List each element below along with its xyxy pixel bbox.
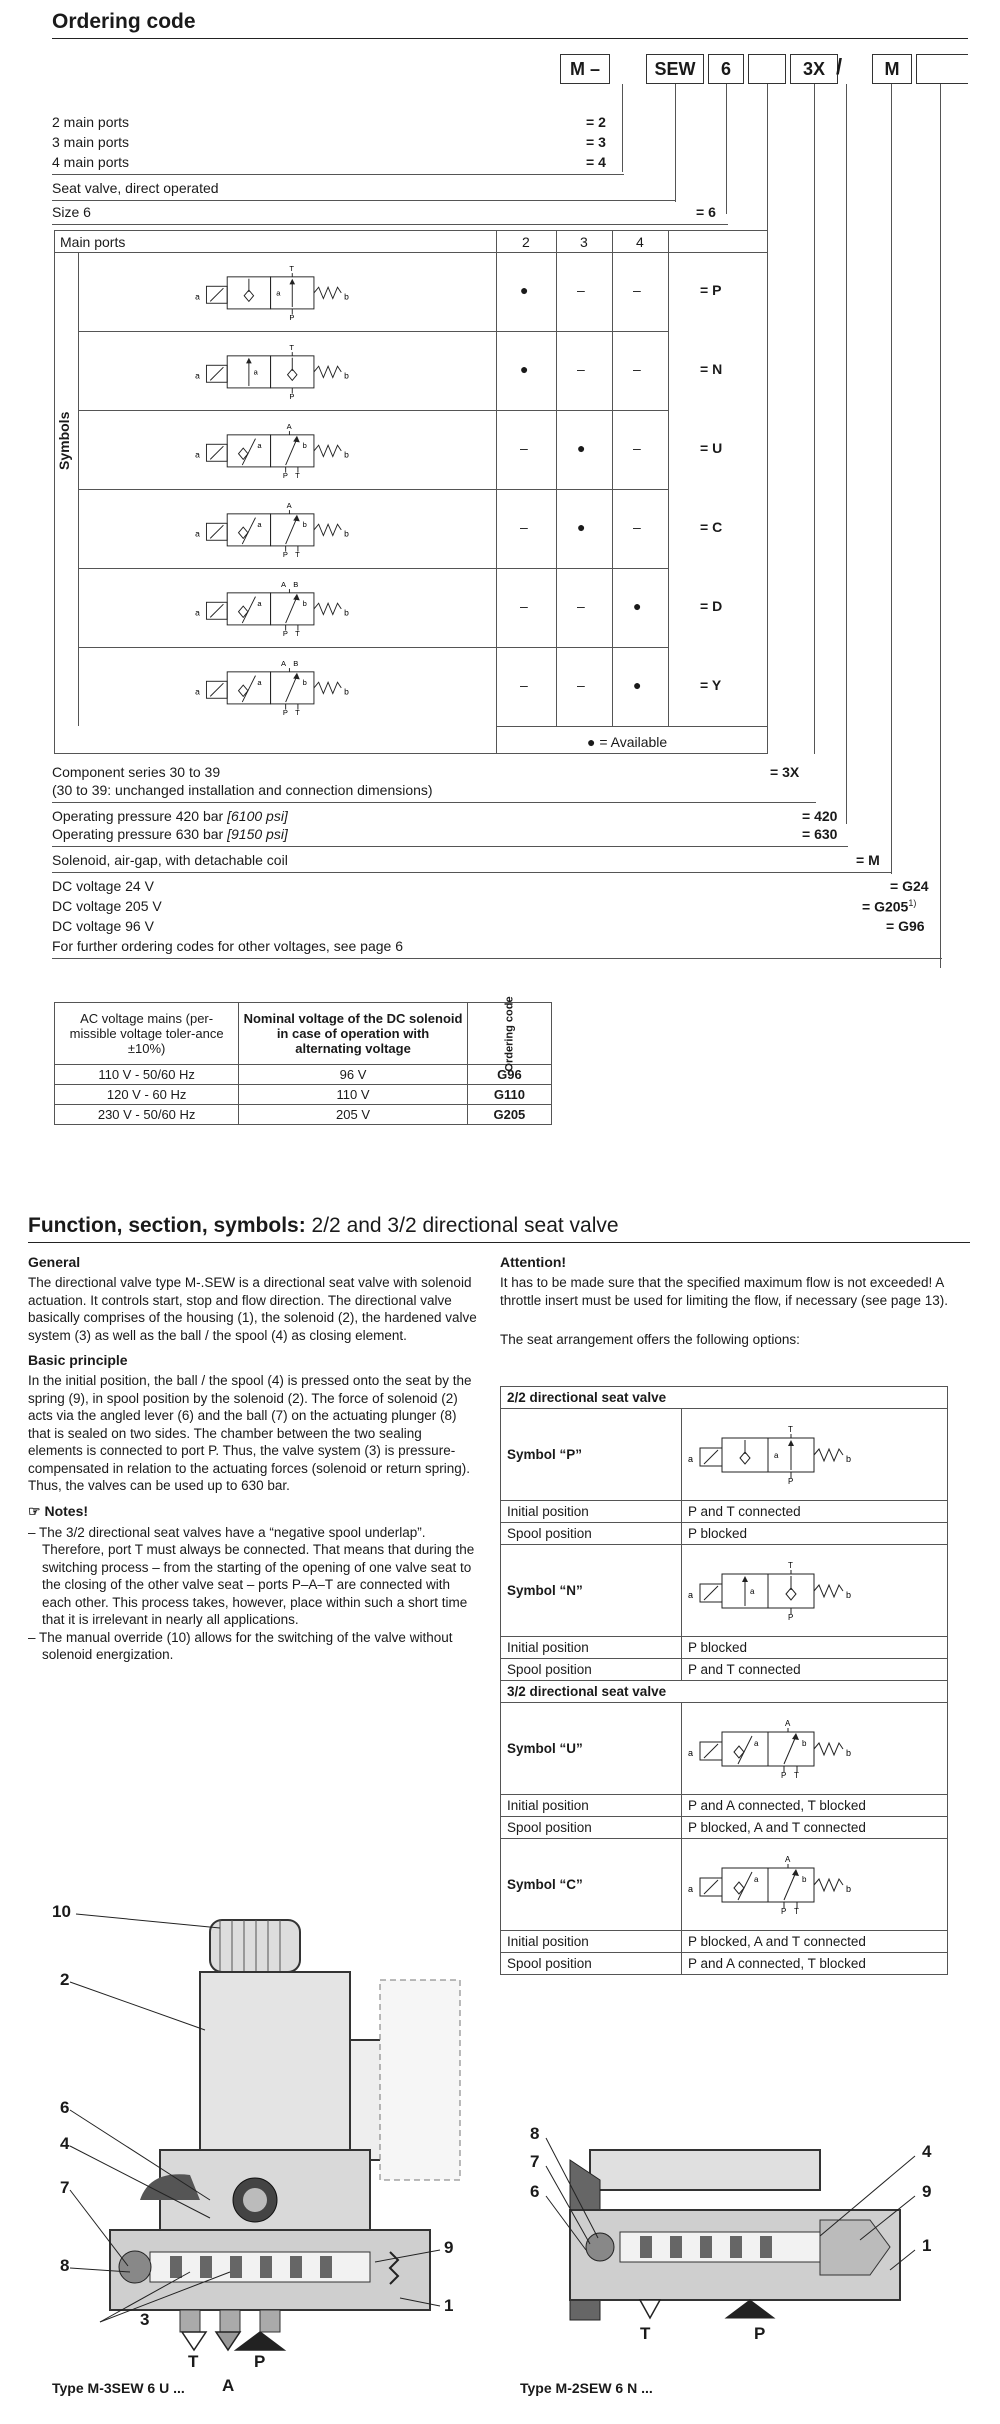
symbol-code: = C: [700, 519, 723, 535]
availability-mark: –: [577, 361, 585, 377]
option-3-ports: 3 main ports: [52, 134, 130, 150]
code-box-6: 6: [708, 54, 744, 84]
symbol-code: = Y: [700, 677, 722, 693]
rule: [52, 802, 816, 803]
svg-text:a: a: [754, 1739, 759, 1748]
valve-symbol-icon: [190, 258, 370, 324]
svg-text:A: A: [280, 659, 286, 669]
svg-text:P: P: [289, 392, 295, 402]
pressure-420-code: = 420: [802, 808, 838, 824]
component-series: Component series 30 to 39: [52, 764, 221, 780]
symbol-u-diagram: [190, 416, 370, 487]
row-rule: [78, 489, 668, 490]
svg-text:T: T: [289, 264, 295, 274]
note-item: – The manual override (10) allows for the switching of the valve without solenoid energization.: [28, 1629, 453, 1662]
component-series-note: (30 to 39: unchanged installation and connection dimensions): [52, 782, 433, 798]
code-box-solenoid: M: [872, 54, 912, 84]
voltage-205: DC voltage 205 V: [52, 898, 162, 914]
symbol-u-label: Symbol “U”: [501, 1703, 682, 1795]
svg-text:b: b: [302, 599, 307, 609]
port-t-marker: [640, 2300, 660, 2318]
symbol-n-diagram: [190, 337, 370, 408]
svg-text:b: b: [846, 1748, 852, 1758]
row-value: P and T connected: [682, 1659, 948, 1681]
availability-mark: –: [520, 677, 528, 693]
code-box-sew: SEW: [646, 54, 704, 84]
symbol-code: = P: [700, 282, 722, 298]
rule: [668, 230, 669, 726]
option-2-ports: 2 main ports: [52, 114, 130, 130]
ac-cell: 110 V - 50/60 Hz: [55, 1065, 239, 1085]
callout-7: 7: [60, 2178, 70, 2197]
svg-text:a: a: [195, 686, 200, 697]
callout-3: 3: [140, 2310, 150, 2329]
svg-text:b: b: [802, 1739, 807, 1748]
title-rule: [52, 38, 968, 39]
svg-text:a: a: [195, 449, 200, 460]
valve-symbol-icon: [688, 1848, 868, 1918]
svg-text:A: A: [280, 580, 286, 590]
valve-symbol-icon: [190, 574, 370, 640]
option-2-code: = 2: [586, 114, 606, 130]
leader-solenoid: [891, 84, 892, 874]
leader-ports: [622, 84, 623, 172]
symbol-n-label: Symbol “N”: [501, 1545, 682, 1637]
ac-header-mains: AC voltage mains (per-missible voltage toler-ance ±10%): [55, 1003, 239, 1065]
rule: [496, 726, 768, 727]
svg-text:P: P: [282, 708, 288, 718]
leader-voltage: [940, 84, 941, 968]
availability-mark: –: [633, 519, 641, 535]
svg-text:T: T: [788, 1561, 793, 1570]
right-column: [500, 1254, 948, 1349]
svg-text:b: b: [846, 1454, 852, 1464]
port-label-a: A: [222, 2376, 235, 2395]
svg-text:b: b: [344, 291, 349, 302]
ac-cell: 230 V - 50/60 Hz: [55, 1105, 239, 1125]
svg-text:b: b: [344, 449, 349, 460]
voltage-24: DC voltage 24 V: [52, 878, 154, 894]
leader-pressure: [846, 84, 847, 824]
port-a-marker: [216, 2332, 240, 2350]
valve-symbol-icon: [688, 1712, 868, 1782]
solenoid-code: = M: [856, 852, 880, 868]
svg-text:a: a: [257, 441, 262, 451]
svg-text:b: b: [302, 678, 307, 688]
availability-mark: –: [520, 519, 528, 535]
svg-text:P: P: [282, 629, 288, 639]
ac-cell: 120 V - 60 Hz: [55, 1085, 239, 1105]
svg-text:a: a: [257, 520, 262, 530]
svg-text:b: b: [344, 528, 349, 539]
svg-text:a: a: [688, 1748, 694, 1758]
svg-text:b: b: [846, 1884, 852, 1894]
callout-8: 8: [60, 2256, 70, 2275]
option-seat-valve: Seat valve, direct operated: [52, 180, 219, 196]
general-text: The directional valve type M-.SEW is a directional seat valve with solenoid actuation. It controls start, stop and flow direction. The directional valve basically comprises of the housing (1), the solenoid (2), the hardened valve system (3) as well as the ball / the spool (4) as closing element.: [28, 1275, 477, 1343]
solenoid-coil: [200, 1972, 350, 2172]
row-label: Spool position: [501, 1953, 682, 1975]
code-box-empty: [748, 54, 786, 84]
attention-heading: Attention!: [500, 1254, 567, 1270]
code-box-3x: 3X: [790, 54, 838, 84]
port-label-p: P: [754, 2324, 766, 2343]
ordering-title: Ordering code: [52, 10, 196, 33]
ac-voltage-table: [54, 995, 552, 1125]
svg-text:T: T: [788, 1425, 793, 1434]
callout-1: 1: [922, 2236, 932, 2255]
svg-text:A: A: [785, 1719, 791, 1728]
ac-header-nominal: Nominal voltage of the DC solenoid in case of operation with alternating voltage: [239, 1003, 468, 1065]
svg-text:b: b: [302, 520, 307, 530]
component-series-code: = 3X: [770, 764, 800, 780]
svg-text:a: a: [195, 528, 200, 539]
svg-text:T: T: [295, 629, 300, 639]
svg-text:a: a: [688, 1884, 694, 1894]
row-label: Initial position: [501, 1931, 682, 1953]
ac-cell: 205 V: [239, 1105, 468, 1125]
seat-arrangement-table: [500, 1386, 948, 1975]
attention-text: It has to be made sure that the specified maximum flow is not exceeded! A throttle insert must be used for limiting the flow, if necessary (see page 13).: [500, 1275, 948, 1308]
rule: [52, 846, 848, 847]
svg-text:a: a: [195, 291, 200, 302]
rule: [54, 252, 768, 253]
availability-mark: ●: [577, 440, 586, 456]
svg-text:a: a: [276, 288, 281, 298]
symbol-d-diagram: [190, 574, 370, 645]
svg-text:A: A: [286, 501, 292, 511]
option-size: Size 6: [52, 204, 91, 220]
voltage-96-code: = G96: [886, 918, 925, 934]
availability-mark: –: [520, 440, 528, 456]
row-value: P and A connected, T blocked: [682, 1953, 948, 1975]
availability-mark: ●: [520, 361, 529, 377]
title-rule: [28, 1242, 970, 1243]
col-2: 2: [522, 234, 530, 250]
row-rule: [78, 410, 668, 411]
symbol-code: = D: [700, 598, 723, 614]
leader-size: [726, 84, 727, 214]
availability-mark: ●: [633, 598, 642, 614]
svg-text:P: P: [282, 550, 288, 560]
leader-sew: [675, 84, 676, 202]
valve-symbol-icon: [190, 653, 370, 719]
plug-outline: [380, 1980, 460, 2180]
svg-text:a: a: [750, 1587, 755, 1596]
svg-text:P: P: [788, 1477, 794, 1486]
ac-cell: G205: [467, 1105, 551, 1125]
col-4: 4: [636, 234, 644, 250]
svg-text:T: T: [295, 471, 300, 481]
callout-4: 4: [60, 2134, 70, 2153]
svg-text:T: T: [295, 550, 300, 560]
valve-symbol-icon: [688, 1554, 868, 1624]
symbol-y-diagram: [190, 653, 370, 724]
availability-mark: ●: [577, 519, 586, 535]
available-legend: ● = Available: [587, 734, 668, 750]
svg-text:b: b: [344, 686, 349, 697]
row-label: Initial position: [501, 1637, 682, 1659]
callout-6: 6: [60, 2098, 70, 2117]
svg-text:P: P: [289, 313, 295, 323]
right-figure-caption: Type M-2SEW 6 N ...: [520, 2380, 653, 2396]
section-drawing-right: [530, 2120, 930, 2360]
symbol-c-label: Symbol “C”: [501, 1839, 682, 1931]
svg-text:P: P: [781, 1907, 787, 1916]
symbol-c-diagram: [190, 495, 370, 566]
port-p-marker: [236, 2332, 284, 2350]
availability-mark: –: [633, 282, 641, 298]
option-4-ports: 4 main ports: [52, 154, 130, 170]
ac-cell: 96 V: [239, 1065, 468, 1085]
row-label: Initial position: [501, 1795, 682, 1817]
port-label-t: T: [640, 2324, 651, 2343]
row-rule: [78, 331, 668, 332]
callout-9: 9: [922, 2182, 932, 2201]
code-separator: /: [836, 54, 843, 79]
pointing-hand-icon: ☞: [28, 1502, 41, 1519]
svg-text:b: b: [802, 1875, 807, 1884]
basic-principle-heading: Basic principle: [28, 1352, 128, 1368]
pressure-630: Operating pressure 630 bar [9150 psi]: [52, 826, 288, 842]
option-4-code: = 4: [586, 154, 606, 170]
row-rule: [78, 568, 668, 569]
row-value: P blocked: [682, 1523, 948, 1545]
symbol-p-label: Symbol “P”: [501, 1409, 682, 1501]
svg-text:B: B: [293, 659, 299, 669]
svg-text:P: P: [282, 471, 288, 481]
row-value: P blocked, A and T connected: [682, 1817, 948, 1839]
availability-mark: –: [577, 282, 585, 298]
svg-text:A: A: [286, 422, 292, 432]
svg-text:a: a: [195, 370, 200, 381]
svg-text:P: P: [788, 1613, 794, 1622]
ac-row: [55, 1105, 552, 1125]
note-item: – The 3/2 directional seat valves have a “negative spool underlap”. Therefore, port T must always be connected. That means that during the switching process – from the starting of the opening of one valve seat to the closing of the other valve seat – ports P–A–T are connected with each other. This process takes, however, place within such a short time that it is irrelevant in nearly all applications.: [28, 1524, 475, 1627]
callout-10: 10: [52, 1902, 71, 1921]
rule: [52, 872, 892, 873]
symbol-n-diagram: [682, 1545, 948, 1637]
option-size-code: = 6: [696, 204, 716, 220]
further-codes-note: For further ordering codes for other voltages, see page 6: [52, 938, 403, 954]
port-label-t: T: [188, 2352, 199, 2371]
solenoid-option: Solenoid, air-gap, with detachable coil: [52, 852, 288, 868]
callout-4: 4: [922, 2142, 932, 2161]
basic-principle-text: In the initial position, the ball / the spool (4) is pressed onto the seat by the spring (9), in spool position by the solenoid (2). The force of solenoid (2) acts via the angled lever (6) and the ball (7) on the actuating plunger (8) that is sealed on two sides. The chamber between the two sealing elements is connected to port P. Thus, the valve system (3) is pressure-compensated in relation to the actuating forces (solenoid or return spring). Thus, the valves can be used up to 630 bar.: [28, 1373, 472, 1493]
rule: [612, 230, 613, 726]
code-box-m: M –: [560, 54, 610, 84]
valve-symbol-icon: [190, 416, 370, 482]
seat-intro: The seat arrangement offers the following options:: [500, 1332, 800, 1347]
leader-series: [814, 84, 815, 754]
availability-mark: –: [633, 361, 641, 377]
svg-text:b: b: [302, 441, 307, 451]
svg-text:B: B: [293, 580, 299, 590]
svg-text:b: b: [846, 1590, 852, 1600]
rule: [496, 230, 497, 754]
pressure-420: Operating pressure 420 bar [6100 psi]: [52, 808, 288, 824]
availability-mark: –: [633, 440, 641, 456]
row-label: Spool position: [501, 1523, 682, 1545]
svg-text:a: a: [688, 1454, 694, 1464]
function-title: Function, section, symbols: 2/2 and 3/2 directional seat valve: [28, 1214, 619, 1237]
pressure-630-code: = 630: [802, 826, 838, 842]
rule: [52, 174, 624, 175]
svg-text:a: a: [774, 1451, 779, 1460]
symbols-side-label: Symbols: [56, 411, 72, 470]
svg-text:a: a: [688, 1590, 694, 1600]
row-rule: [78, 647, 668, 648]
symbol-c-diagram: [682, 1839, 948, 1931]
symbols-table: [54, 230, 768, 754]
row-value: P blocked: [682, 1637, 948, 1659]
svg-text:T: T: [289, 343, 295, 353]
rule: [52, 958, 942, 959]
symbol-code: = U: [700, 440, 723, 456]
rule: [556, 230, 557, 726]
svg-text:T: T: [794, 1771, 799, 1780]
symbol-p-diagram: [682, 1409, 948, 1501]
availability-mark: –: [577, 598, 585, 614]
port-p-marker: [726, 2300, 774, 2318]
svg-text:a: a: [257, 599, 262, 609]
voltage-96: DC voltage 96 V: [52, 918, 154, 934]
availability-mark: –: [520, 598, 528, 614]
svg-text:b: b: [344, 370, 349, 381]
voltage-205-code: = $G205^{1)}$: [862, 898, 917, 915]
callout-1: 1: [444, 2296, 454, 2315]
section-drawing-left: [40, 1900, 500, 2380]
port-label-p: P: [254, 2352, 266, 2371]
availability-mark: –: [577, 677, 585, 693]
svg-text:A: A: [785, 1855, 791, 1864]
valve-symbol-icon: [190, 337, 370, 403]
notes-heading: ☞ Notes!: [28, 1502, 89, 1519]
callout-6: 6: [530, 2182, 540, 2201]
left-figure-caption: Type M-3SEW 6 U ...: [52, 2380, 185, 2396]
row-label: Initial position: [501, 1501, 682, 1523]
main-ports-header: Main ports: [60, 234, 126, 250]
row-value: P and T connected: [682, 1501, 948, 1523]
row-label: Spool position: [501, 1659, 682, 1681]
svg-text:a: a: [754, 1875, 759, 1884]
callout-7: 7: [530, 2152, 540, 2171]
valve-symbol-icon: [688, 1418, 868, 1488]
port-t-marker: [182, 2332, 206, 2350]
svg-text:a: a: [253, 367, 258, 377]
svg-text:a: a: [257, 678, 262, 688]
symbol-p-diagram: [190, 258, 370, 329]
svg-text:T: T: [794, 1907, 799, 1916]
general-heading: General: [28, 1254, 81, 1270]
ac-row: [55, 1085, 552, 1105]
valve-symbol-icon: [190, 495, 370, 561]
rule: [52, 200, 676, 201]
row-value: P blocked, A and T connected: [682, 1931, 948, 1953]
ac-header-code: Ordering code: [467, 1003, 551, 1065]
section-header: 3/2 directional seat valve: [501, 1681, 948, 1703]
callout-9: 9: [444, 2238, 454, 2257]
svg-text:P: P: [781, 1771, 787, 1780]
ac-cell: 110 V: [239, 1085, 468, 1105]
svg-text:a: a: [195, 607, 200, 618]
symbol-code: = N: [700, 361, 723, 377]
ac-row: [55, 1065, 552, 1085]
symbol-u-diagram: [682, 1703, 948, 1795]
row-label: Spool position: [501, 1817, 682, 1839]
availability-mark: ●: [520, 282, 529, 298]
col-3: 3: [580, 234, 588, 250]
svg-text:T: T: [295, 708, 300, 718]
row-value: P and A connected, T blocked: [682, 1795, 948, 1817]
callout-2: 2: [60, 1970, 70, 1989]
availability-mark: ●: [633, 677, 642, 693]
ac-cell: G110: [467, 1085, 551, 1105]
rule: [52, 224, 728, 225]
section-header: 2/2 directional seat valve: [501, 1387, 948, 1409]
manual-override-knob: [210, 1920, 300, 1972]
code-box-voltage: [916, 54, 968, 84]
svg-text:b: b: [344, 607, 349, 618]
ac-cell: G96: [467, 1065, 551, 1085]
callout-8: 8: [530, 2124, 540, 2143]
left-column: [28, 1254, 478, 1664]
voltage-24-code: = G24: [890, 878, 929, 894]
option-3-code: = 3: [586, 134, 606, 150]
